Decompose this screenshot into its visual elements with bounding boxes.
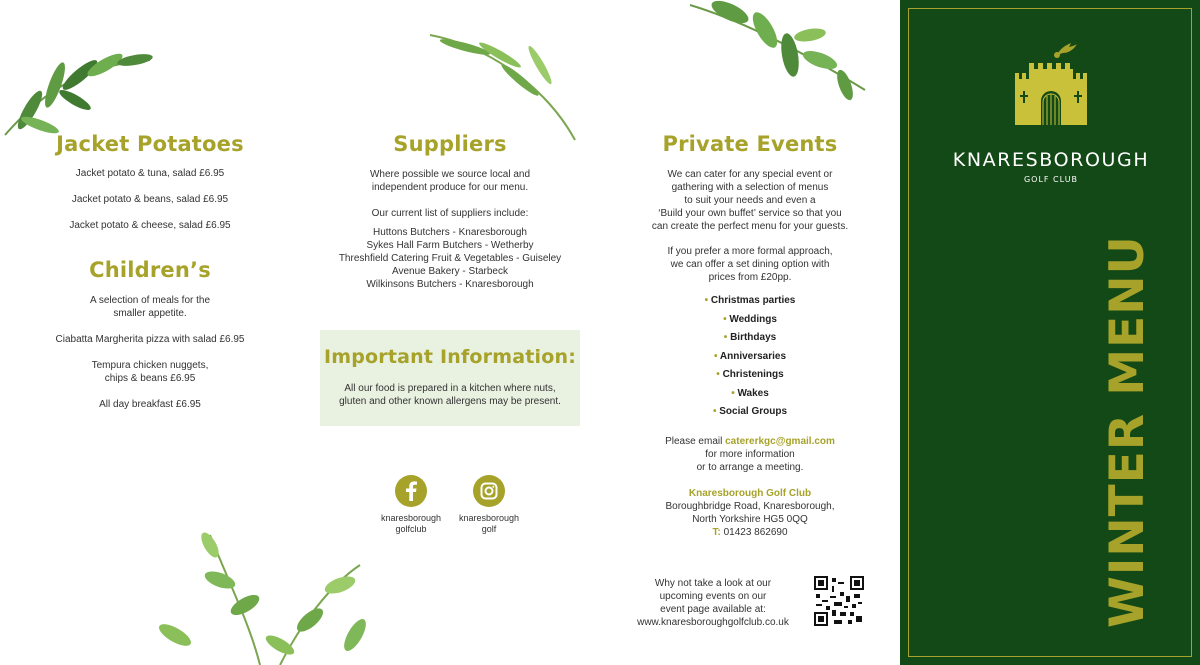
instagram-handle-line-2: golf bbox=[481, 524, 497, 534]
event-types-list bbox=[620, 292, 880, 422]
event-type-item: • Wakes bbox=[620, 385, 880, 404]
winter-menu-title bbox=[1078, 235, 1178, 628]
info-line-1: All our food is prepared in a kitchen where nuts, bbox=[344, 383, 556, 394]
phone-number: 01423 862690 bbox=[720, 527, 788, 538]
suppliers-intro-line-1: Where possible we source local and bbox=[369, 169, 531, 180]
email-line-2: for more information bbox=[705, 449, 795, 460]
events-text-line: to suit your needs and even a bbox=[684, 195, 816, 206]
menu-item: Ciabatta Margherita pizza with salad £6.95 bbox=[55, 334, 245, 345]
events-text-line: gathering with a selection of menus bbox=[671, 182, 829, 193]
address-line-2: North Yorkshire HG5 0QQ bbox=[692, 514, 808, 525]
event-type-item: • Christenings bbox=[620, 366, 880, 385]
phone-label: T: bbox=[712, 527, 721, 538]
important-information-box bbox=[320, 330, 580, 426]
panel-jacket-children bbox=[50, 0, 250, 665]
website-block bbox=[630, 577, 796, 629]
events-text-line: We can cater for any special event or bbox=[667, 169, 833, 180]
events-text-line: If you prefer a more formal approach, bbox=[667, 246, 833, 257]
facebook-icon bbox=[395, 475, 427, 507]
email-line bbox=[620, 435, 880, 448]
menu-item-line-1: Tempura chicken nuggets, bbox=[91, 360, 209, 371]
events-intro bbox=[620, 168, 880, 233]
event-type-item: • Christmas parties bbox=[620, 292, 880, 311]
phone-line bbox=[620, 526, 880, 539]
events-text-line: we can offer a set dining option with bbox=[670, 259, 830, 270]
supplier-item: Threshfield Catering Fruit & Vegetables - Guiseley bbox=[338, 253, 562, 264]
castle-logo-icon bbox=[1013, 41, 1089, 127]
instagram-link[interactable] bbox=[444, 475, 534, 535]
menu-item: Jacket potato & tuna, salad £6.95 bbox=[75, 168, 225, 179]
facebook-handle-line-2: golfclub bbox=[395, 524, 427, 534]
supplier-item: Sykes Hall Farm Butchers - Wetherby bbox=[366, 240, 534, 251]
website-line-3: event page available at: bbox=[660, 604, 766, 615]
website-url[interactable]: www.knaresboroughgolfclub.co.uk bbox=[637, 617, 789, 628]
panel-private-events bbox=[620, 0, 880, 665]
supplier-item: Huttons Butchers - Knaresborough bbox=[373, 227, 527, 238]
events-title: Private Events bbox=[662, 132, 838, 156]
event-type-item: • Birthdays bbox=[620, 329, 880, 348]
email-link[interactable]: catererkgc@gmail.com bbox=[725, 436, 835, 447]
club-logo-title: KNARESBOROUGH bbox=[952, 149, 1150, 171]
club-name: Knaresborough Golf Club bbox=[688, 488, 812, 499]
children-title: Children’s bbox=[89, 258, 211, 282]
instagram-icon bbox=[473, 475, 505, 507]
menu-item: All day breakfast £6.95 bbox=[99, 399, 201, 410]
facebook-link[interactable] bbox=[366, 475, 456, 535]
facebook-handle-line-1: knaresborough bbox=[380, 513, 442, 523]
suppliers-list-intro: Our current list of suppliers include: bbox=[371, 208, 529, 219]
events-text-line: prices from £20pp. bbox=[708, 272, 792, 283]
events-text-line: can create the perfect menu for your guests. bbox=[651, 221, 849, 232]
winter-menu-text: WINTER MENU bbox=[1100, 235, 1155, 628]
qr-code-icon[interactable] bbox=[814, 576, 864, 626]
events-formal bbox=[620, 245, 880, 284]
menu-item: Jacket potato & cheese, salad £6.95 bbox=[69, 220, 231, 231]
email-line-3: or to arrange a meeting. bbox=[696, 462, 804, 473]
email-prefix: Please email bbox=[665, 436, 726, 447]
menu-item: Jacket potato & beans, salad £6.95 bbox=[71, 194, 229, 205]
event-type-item: • Social Groups bbox=[620, 403, 880, 422]
contact-email-block bbox=[620, 435, 880, 474]
info-line-2: gluten and other known allergens may be present. bbox=[339, 396, 561, 407]
suppliers-intro-line-2: independent produce for our menu. bbox=[371, 182, 529, 193]
jacket-title: Jacket Potatoes bbox=[56, 132, 244, 156]
event-type-item: • Weddings bbox=[620, 311, 880, 330]
website-line-1: Why not take a look at our bbox=[654, 578, 772, 589]
website-line-2: upcoming events on our bbox=[659, 591, 767, 602]
instagram-handle-line-1: knaresborough bbox=[458, 513, 520, 523]
children-intro-line-1: A selection of meals for the bbox=[89, 295, 211, 306]
address-line-1: Boroughbridge Road, Knaresborough, bbox=[665, 501, 835, 512]
supplier-item: Avenue Bakery - Starbeck bbox=[392, 266, 508, 277]
children-intro-line-2: smaller appetite. bbox=[113, 308, 187, 319]
suppliers-title: Suppliers bbox=[393, 132, 507, 156]
supplier-item: Wilkinsons Butchers - Knaresborough bbox=[366, 279, 534, 290]
menu-item-line-2: chips & beans £6.95 bbox=[104, 373, 196, 384]
events-text-line: ‘Build your own buffet’ service so that you bbox=[658, 208, 842, 219]
club-logo-subtitle: GOLF CLUB bbox=[1023, 175, 1079, 184]
event-type-item: • Anniversaries bbox=[620, 348, 880, 367]
club-address-block bbox=[620, 487, 880, 539]
info-title: Important Information: bbox=[323, 346, 577, 368]
